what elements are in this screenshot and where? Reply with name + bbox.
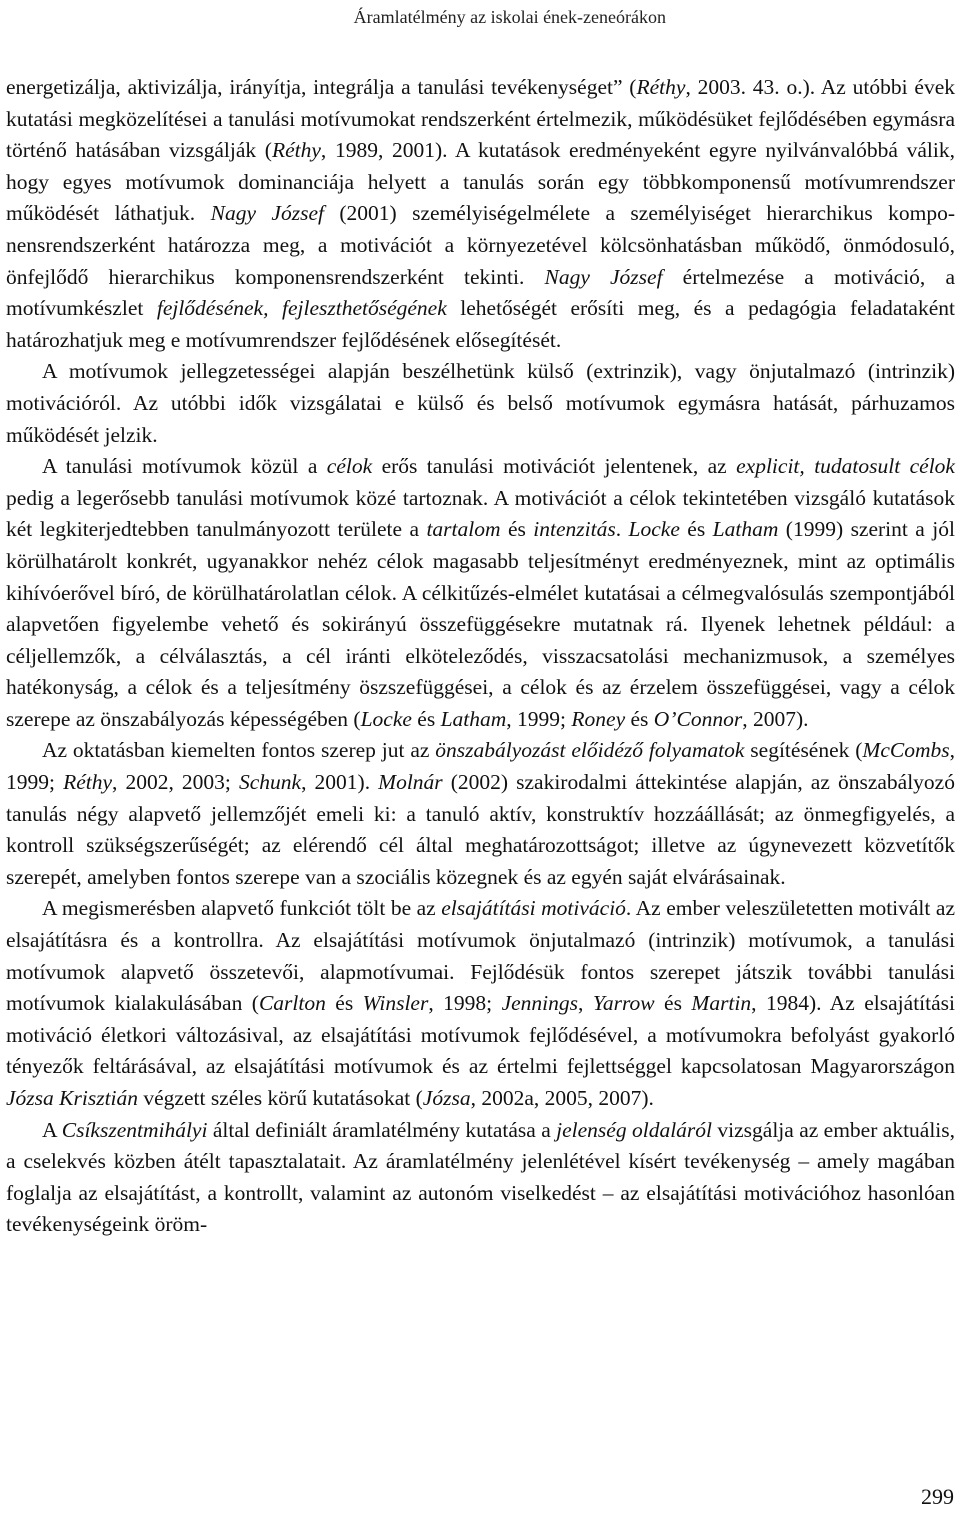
paragraph — [6, 893, 955, 1114]
italic-text: Józsa Krisztián — [6, 1086, 139, 1110]
text-run: Az oktatásban kiemelten fontos szerep jut az — [42, 738, 436, 763]
italic-text: Carlton — [258, 991, 326, 1016]
italic-text: O’Connor — [653, 706, 743, 731]
italic-text: célok — [326, 454, 373, 479]
text-run: vizsgálja az ember aktuális, a cselekvés közben átélt tapasztalatait. Az áramlatélmény jelenlétével kísért tevékenység – amely magában foglalja az elsajátítást, a kontrollt, valamint az autonóm viselkedést – az elsajátítási motivációhoz hasonlóan tevékenységeink öröm- — [6, 1117, 956, 1237]
text-run: és — [625, 706, 654, 731]
text-run: és — [654, 991, 692, 1016]
italic-text: explicit, tudatosult célok — [736, 454, 955, 479]
italic-text: Roney — [571, 706, 626, 731]
text-run: (1999) szerint a jól körülhatárolt konkrét, ugyanakkor nehéz célok magasabb teljesítményt eredményeznek, mint az optimális kihívóerővel bíró, de körülhatárolatlan célok. A célkitűzés-elmélet kutatásai a célmegvalósulás szempontjából alapvetően figyelembe vehető és sokirányú összefüggésekre mutatnak rá. Ilyenek lehetnek például: a céljellemzők, a célválasztás, a cél iránti elköteleződés, visszacsatolási mechanizmusok, a személyes hatékonyság, a célok és a teljesítmény öszszefüggései, a célok és az érzelem összefüggései, vagy a célok szerepe az önszabályozás képességében ( — [6, 517, 955, 731]
text-run: pedig a legerősebb tanulási motívumok közé tartoznak. A motivációt a célok tekintetében vizsgáló kutatások két legkiterjedtebben tanulmányozott területe a — [6, 485, 955, 542]
text-run: értelmezése a motiváció, a motívumkészlet — [6, 264, 955, 321]
text-run: A megismerésben alapvető funkciót tölt be az — [42, 896, 442, 921]
text-run: , 1999; — [6, 738, 955, 795]
italic-text: Réthy — [63, 770, 113, 795]
text-run: A motívumok jellegzetességei alapján beszélhetünk külső (extrinzik), vagy önjutalmazó (intrinzik) motivációról. Az utóbbi idők vizsgálatai e külső és belső motívumok egymásra hatását, párhuzamos működését jelzik. — [6, 359, 955, 447]
running-header: Áramlatélmény az iskolai ének-zeneórákon — [353, 7, 666, 27]
page-number: 299 — [921, 1484, 954, 1509]
paragraph — [6, 451, 955, 735]
italic-text: Schunk — [238, 770, 302, 795]
text-run: , 2001). — [301, 770, 379, 795]
paragraph — [6, 735, 955, 893]
text-run: , 1998; — [428, 991, 502, 1016]
italic-text: Yarrow — [592, 991, 655, 1016]
text-run: , 1989, 2001). A kutatások eredményeként egyre nyilvánvalóbbá válik, hogy egyes motívumok dominanciája helyett a tanulás során egy többkomponensű motívumrendszer működését láthatjuk. — [6, 138, 955, 226]
text-run: , 2002a, 2005, 2007). — [470, 1086, 654, 1110]
text-run: és — [411, 706, 441, 731]
paragraph — [6, 356, 955, 451]
text-run: és — [325, 991, 363, 1016]
italic-text: Latham — [712, 517, 779, 542]
text-run: , 2003. 43. o.). Az utóbbi évek kutatási megközelítései a tanulási motívumokat rendszerként értelmezik, működésüket fejlődésében egymásra történő hatásában vizsgálják ( — [6, 75, 955, 163]
text-run: által definiált áramlatélmény kutatása a — [207, 1117, 557, 1142]
italic-text: Latham — [440, 706, 507, 731]
italic-text: elsajátítási motiváció — [441, 896, 626, 921]
italic-text: tartalom — [426, 517, 501, 542]
text-run: A — [42, 1117, 62, 1142]
italic-text: McCombs — [862, 738, 950, 763]
text-run: , 2002, 2003; — [112, 770, 239, 795]
italic-text: Winsler — [362, 991, 429, 1016]
italic-text: Nagy József — [210, 201, 324, 226]
text-run: és — [500, 517, 534, 542]
text-run: A tanulási motívumok közül a — [42, 454, 327, 479]
text-run: . — [615, 517, 629, 542]
text-run: , — [578, 991, 593, 1016]
text-run: segítésének ( — [744, 738, 863, 763]
italic-text: Jennings — [501, 991, 579, 1016]
italic-text: Réthy — [271, 138, 321, 163]
text-run: végzett széles körű kutatásokat ( — [138, 1086, 423, 1110]
italic-text: fejlődésének, fejleszthetőségének — [156, 296, 447, 321]
paragraph — [6, 1115, 955, 1241]
text-run: lehetőségét erősíti meg, és a pedagógia feladataként határozhatjuk meg e motívumrendszer fejlődésének elősegítését. — [6, 296, 955, 352]
italic-text: Martin — [691, 991, 752, 1016]
italic-text: Locke — [628, 517, 680, 542]
italic-text: Locke — [360, 706, 412, 731]
italic-text: Réthy — [636, 75, 686, 99]
text-run: és — [679, 517, 713, 542]
text-run: (2001) személyiségelmélete a személyiséget hierarchikus komponensrendszerként határozza meg, a motivációt a környezetével kölcsönhatásban működő, önmódosuló, önfejlődő hierarchikus komponensrendszerként tekinti. — [6, 201, 955, 289]
text-run: , 2007). — [742, 706, 809, 731]
text-run: (2002) szakirodalmi áttekintése alapján, az önszabályozó tanulás négy alapvető jellemzőjét emeli ki: a tanuló aktív, konstruktív hozzáállását; az önmegfigyelés, a kontroll szükségszerűségét; az elérendő cél által meghatározottságot; illetve az úgynevezett közvetítők szerepét, amelyben fontos szerepe van a szociális közegnek és az egyén saját elvárásainak. — [6, 770, 955, 889]
text-run: energetizálja, aktivizálja, irányítja, integrálja a tanulási tevékenységet” ( — [6, 75, 637, 99]
italic-text: Józsa — [422, 1086, 471, 1110]
text-run: , 1984). Az elsajátítási motiváció életkori változásival, az elsajátítási motívumok fejlődésével, a motívumokra befolyást gyakorló tényezők feltárásával, az elsajátítási motívumok és az értelmi fejlettséggel kapcsolatosan Magyarországon — [6, 991, 955, 1079]
italic-text: intenzitás — [533, 517, 616, 542]
text-run: , 1999; — [506, 706, 572, 731]
body-text — [6, 72, 955, 1241]
italic-text: jelenség oldaláról — [556, 1117, 713, 1142]
italic-text: Csíkszentmihályi — [61, 1117, 208, 1142]
italic-text: Molnár — [378, 770, 443, 795]
paragraph — [6, 72, 955, 356]
italic-text: önszabályozást előidéző folyamatok — [435, 738, 745, 763]
italic-text: Nagy József — [544, 264, 663, 289]
text-run: . Az ember veleszületetten motivált az elsajátításra és a kontrollra. Az elsajátítási motívumok önjutalmazó (intrinzik) motívumok, a tanulási motívumok alapvető összetevői, alapmotívumai. Fejlődésük fontos szerepet játszik további tanulási motívumok kialakulásában ( — [6, 896, 955, 1016]
text-run: erős tanulási motivációt jelentenek, az — [372, 454, 737, 479]
